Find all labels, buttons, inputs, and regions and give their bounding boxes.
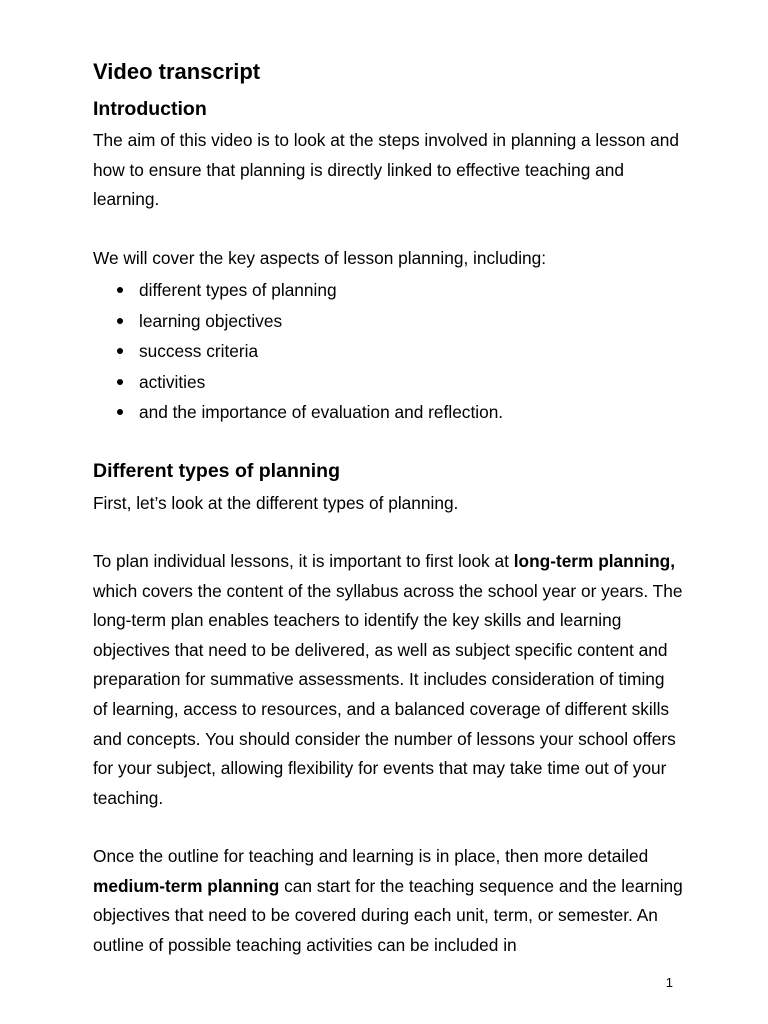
long-term-planning-paragraph — [93, 547, 683, 813]
list-item-text: learning objectives — [139, 310, 283, 331]
bullet-icon — [117, 409, 123, 415]
list-item — [93, 306, 683, 337]
medium-term-planning-term: medium-term planning — [93, 875, 280, 896]
list-item-text: different types of planning — [139, 280, 337, 300]
long-term-intro-text: To plan individual lessons, it is important to first look at — [93, 551, 514, 571]
introduction-heading: Introduction — [93, 98, 207, 120]
bullet-icon — [117, 318, 123, 324]
aim-paragraph: The aim of this video is to look at the steps involved in planning a lesson and how to ensure that planning is directly linked to effective teaching and learning. — [93, 130, 679, 210]
bullet-icon — [117, 348, 123, 354]
long-term-planning-term: long-term planning, — [513, 551, 675, 571]
page-number: 1 — [665, 975, 673, 990]
document-title: Video transcript — [93, 59, 261, 84]
list-item — [93, 336, 683, 367]
list-item — [93, 397, 683, 428]
types-intro-paragraph: First, let’s look at the different types of planning. — [93, 493, 459, 513]
cover-paragraph: We will cover the key aspects of lesson planning, including: — [93, 248, 547, 268]
long-term-body-text: which covers the content of the syllabus across the school year or years. The long-term plan enables teachers to identify the key skills and learning objectives that need to be delivered, as well as subject specific content and preparation for summative assessments. It includes consideration of timing of learning, access to resources, and a balanced coverage of different skills and concepts. You should consider the number of lessons your school offers for your subject, allowing flexibility for events that may take time out of your teaching. — [93, 580, 683, 808]
medium-term-planning-paragraph — [93, 842, 683, 960]
list-item-text: success criteria — [139, 341, 259, 361]
medium-term-intro-text: Once the outline for teaching and learning is in place, then more detailed — [93, 846, 649, 866]
key-aspects-list — [93, 275, 683, 428]
list-item-text: activities — [139, 371, 206, 392]
list-item-text: and the importance of evaluation and reflection. — [139, 402, 504, 422]
list-item — [93, 275, 683, 306]
bullet-icon — [117, 379, 123, 385]
types-of-planning-heading: Different types of planning — [93, 460, 341, 482]
list-item — [93, 367, 683, 398]
medium-term-body-text: can start for the teaching sequence and the learning objectives that need to be covered during each unit, term, or semester. An outline of possible teaching activities can be included in — [93, 875, 683, 955]
bullet-icon — [117, 287, 123, 293]
